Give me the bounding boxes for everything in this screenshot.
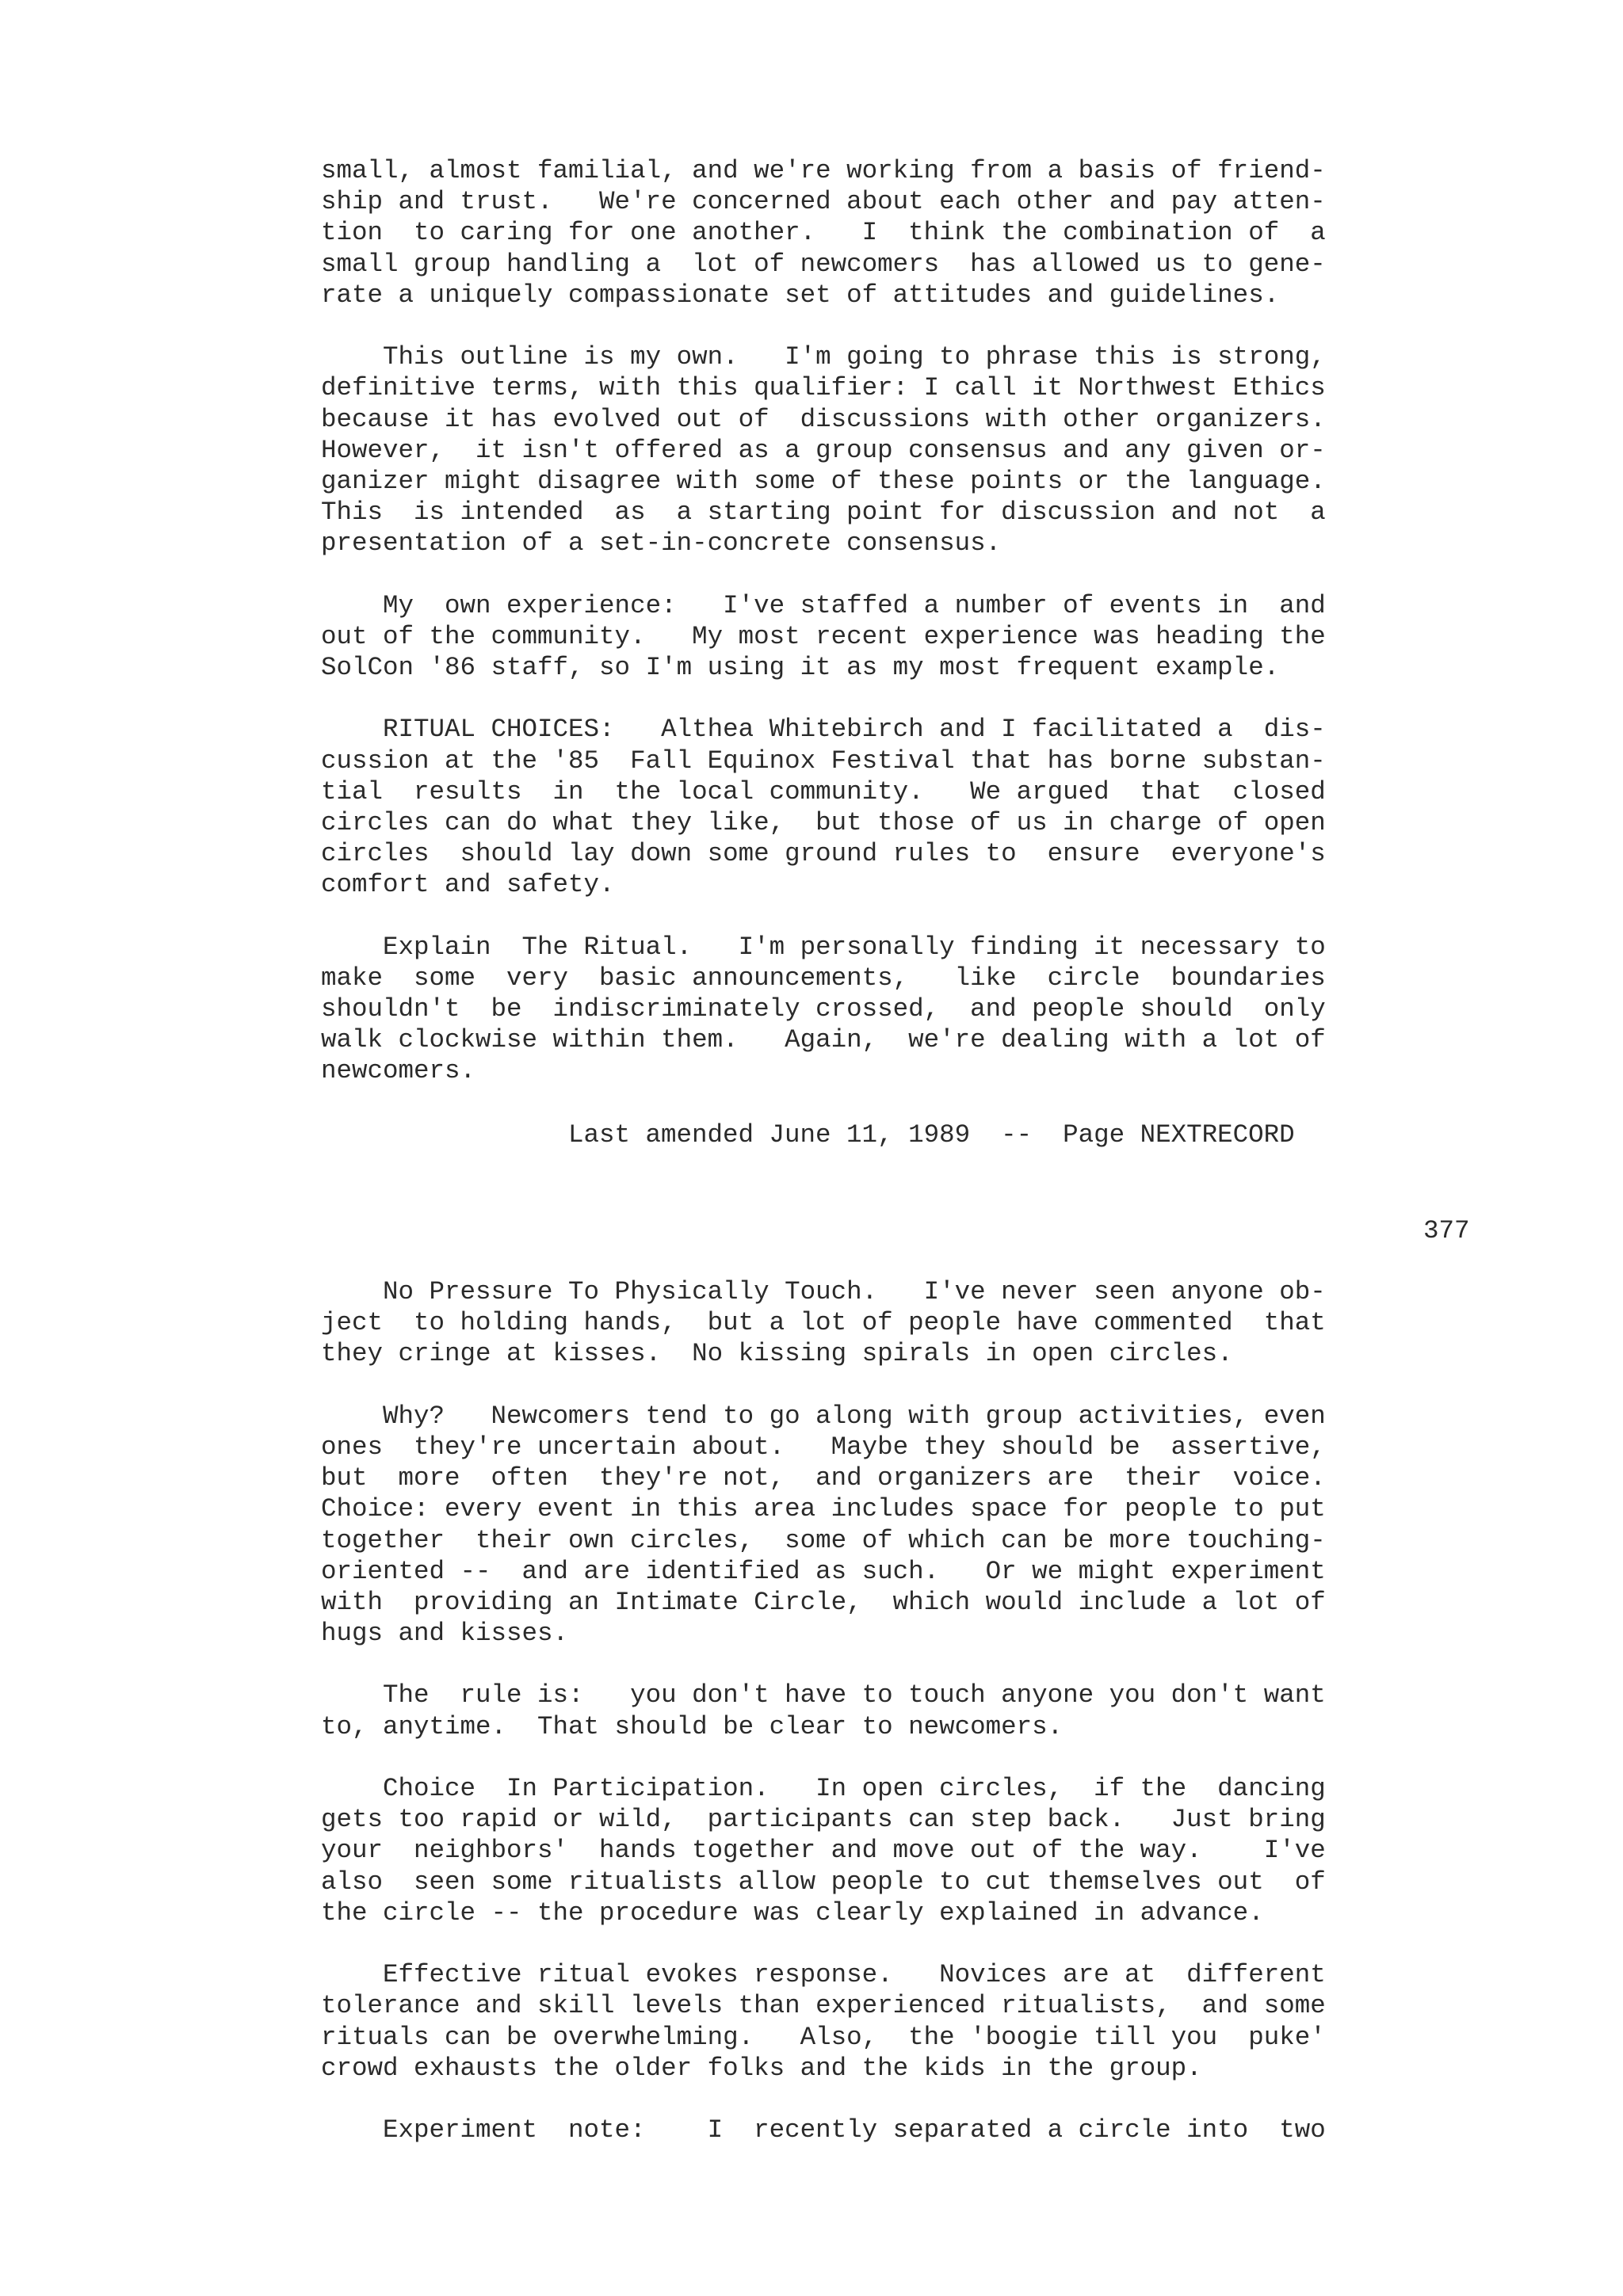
- text-line: This is intended as a starting point for discussion and not a: [321, 498, 1326, 528]
- text-line: ones they're uncertain about. Maybe they should be assertive,: [321, 1432, 1326, 1462]
- text-line: tial results in the local community. We argued that closed: [321, 776, 1326, 807]
- paragraph: [321, 2115, 1391, 2145]
- page-footer: Last amended June 11, 1989 -- Page NEXTRECORD: [568, 1120, 1295, 1150]
- text-line: newcomers.: [321, 1056, 476, 1086]
- text-line: circles can do what they like, but those of us in charge of open: [321, 807, 1326, 837]
- text-line: ship and trust. We're concerned about each other and pay atten-: [321, 187, 1326, 217]
- text-line: walk clockwise within them. Again, we're dealing with a lot of: [321, 1025, 1326, 1055]
- text-line: Experiment note: I recently separated a circle into two: [321, 2115, 1326, 2145]
- text-line: together their own circles, some of which can be more touching-: [321, 1525, 1326, 1555]
- text-line: presentation of a set-in-concrete consensus.: [321, 528, 1002, 559]
- paragraph: [321, 1773, 1391, 1928]
- paragraph: [321, 932, 1391, 1087]
- text-line: out of the community. My most recent experience was heading the: [321, 621, 1326, 651]
- text-line: your neighbors' hands together and move out of the way. I've: [321, 1836, 1326, 1866]
- paragraph: [321, 590, 1391, 684]
- paragraph: [321, 1680, 1391, 1741]
- text-line: No Pressure To Physically Touch. I've never seen anyone ob-: [321, 1277, 1326, 1306]
- text-line: with providing an Intimate Circle, which would include a lot of: [321, 1587, 1326, 1617]
- text-line: ganizer might disagree with some of these points or the language.: [321, 466, 1326, 496]
- paragraph: [321, 1401, 1391, 1650]
- text-line: Explain The Ritual. I'm personally finding it necessary to: [321, 932, 1326, 962]
- text-line: Effective ritual evokes response. Novices are at different: [321, 1960, 1326, 1990]
- text-line: Choice: every event in this area includes space for people to put: [321, 1494, 1326, 1524]
- text-line: The rule is: you don't have to touch anyone you don't want: [321, 1680, 1326, 1711]
- text-line: tolerance and skill levels than experienced ritualists, and some: [321, 1991, 1326, 2021]
- text-line: Why? Newcomers tend to go along with group activities, even: [321, 1401, 1326, 1431]
- text-line: shouldn't be indiscriminately crossed, and people should only: [321, 994, 1326, 1024]
- paragraph: [321, 714, 1391, 900]
- text-line: to, anytime. That should be clear to newcomers.: [321, 1711, 1064, 1741]
- text-line: ject to holding hands, but a lot of people have commented that: [321, 1308, 1326, 1338]
- text-line: crowd exhausts the older folks and the kids in the group.: [321, 2053, 1202, 2083]
- paragraph: [321, 1276, 1391, 1370]
- text-line: However, it isn't offered as a group consensus and any given or-: [321, 435, 1326, 465]
- text-line: cussion at the '85 Fall Equinox Festival that has borne substan-: [321, 746, 1326, 776]
- text-line: rate a uniquely compassionate set of attitudes and guidelines.: [321, 280, 1280, 310]
- text-line: tion to caring for one another. I think the combination of a: [321, 218, 1326, 248]
- text-line: oriented -- and are identified as such. Or we might experiment: [321, 1556, 1326, 1586]
- text-line: small, almost familial, and we're working from a basis of friend-: [321, 156, 1326, 185]
- text-line: make some very basic announcements, like circle boundaries: [321, 963, 1326, 993]
- text-line: but more often they're not, and organizers are their voice.: [321, 1463, 1326, 1493]
- text-line: small group handling a lot of newcomers has allowed us to gene-: [321, 249, 1326, 279]
- text-line: the circle -- the procedure was clearly explained in advance.: [321, 1897, 1264, 1928]
- text-line: hugs and kisses.: [321, 1619, 569, 1649]
- text-line: Choice In Participation. In open circles, if the dancing: [321, 1774, 1326, 1803]
- text-line: also seen some ritualists allow people to cut themselves out of: [321, 1867, 1326, 1897]
- paragraph: [321, 1959, 1391, 2084]
- text-line: This outline is my own. I'm going to phrase this is strong,: [321, 342, 1326, 372]
- paragraph: [321, 155, 1391, 311]
- text-line: definitive terms, with this qualifier: I call it Northwest Ethics: [321, 373, 1326, 403]
- page-number: 377: [1423, 1216, 1470, 1245]
- text-line: RITUAL CHOICES: Althea Whitebirch and I facilitated a dis-: [321, 715, 1326, 745]
- upper-text-column: [321, 155, 1391, 1118]
- text-line: because it has evolved out of discussions with other organizers.: [321, 404, 1326, 434]
- lower-text-column: [321, 1276, 1391, 2176]
- text-line: comfort and safety.: [321, 870, 615, 900]
- paragraph: [321, 341, 1391, 559]
- text-line: circles should lay down some ground rules to ensure everyone's: [321, 839, 1326, 869]
- text-line: gets too rapid or wild, participants can step back. Just bring: [321, 1805, 1326, 1835]
- text-line: My own experience: I've staffed a number of events in and: [321, 590, 1326, 620]
- text-line: rituals can be overwhelming. Also, the 'boogie till you puke': [321, 2022, 1326, 2052]
- text-line: they cringe at kisses. No kissing spirals in open circles.: [321, 1339, 1233, 1369]
- text-line: SolCon '86 staff, so I'm using it as my most frequent example.: [321, 653, 1280, 682]
